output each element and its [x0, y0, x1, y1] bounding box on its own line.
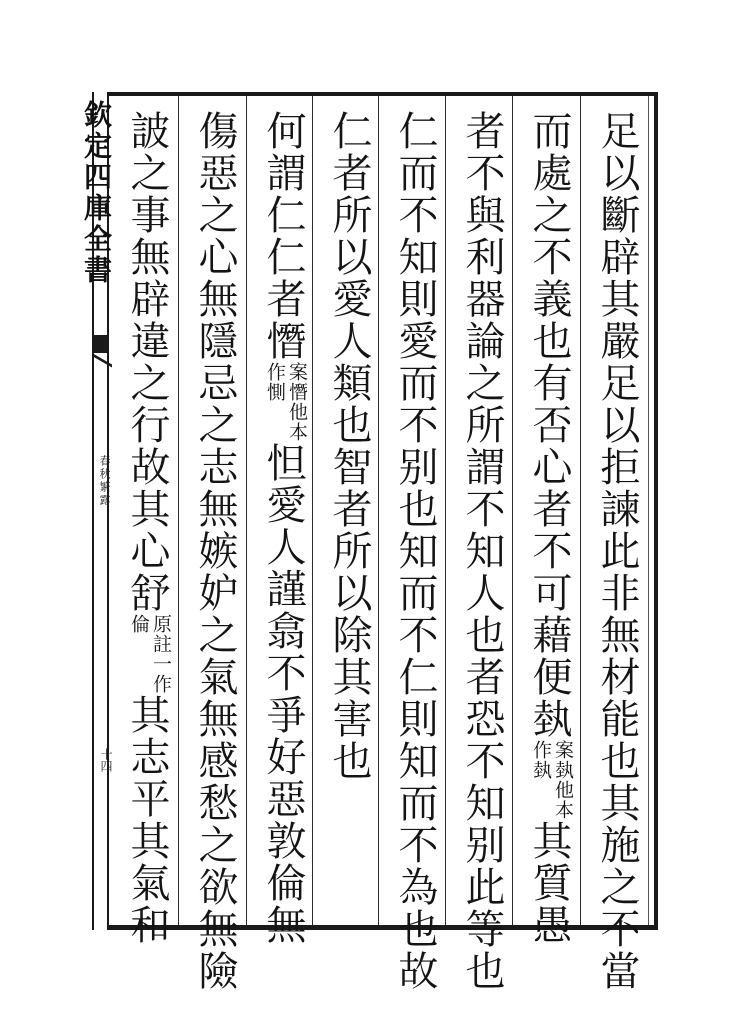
fold-title: 欽定四庫全書 [80, 100, 113, 286]
main-text: 何謂仁仁者憯 [260, 110, 306, 362]
main-text: 詖之事無辟違之行故其心舒 [124, 110, 170, 614]
column-rule [378, 96, 379, 925]
text-column-3 [455, 110, 509, 992]
text-column-6 [256, 110, 310, 946]
text-column-2 [522, 110, 576, 946]
frame-right-border [654, 92, 658, 930]
frame-inner-rule [648, 96, 649, 925]
main-text: 其志平其氣和 [124, 694, 170, 946]
main-text: 其質愚 [526, 820, 572, 946]
column-rule [178, 96, 179, 925]
main-text: 足以斷辟其嚴足以拒諫此非無材能也其施之不當 [594, 110, 640, 992]
main-text: 傷惡之心無隱忌之志無嫉妒之氣無感愁之欲無險 [192, 110, 238, 992]
main-text: 仁而不知則愛而不别也知而不仁則知而不為也故 [392, 110, 438, 992]
fold-subtitle: 春秋繁露 [98, 455, 111, 507]
main-text: 怛愛人謹翕不爭好惡敦倫無 [260, 442, 306, 946]
interlinear-note: 原註一作倫 [128, 614, 172, 694]
text-column-8 [120, 110, 174, 946]
text-column-4 [388, 110, 442, 992]
column-rule [445, 96, 446, 925]
interlinear-note: 案憯他本作惻 [264, 362, 308, 442]
interlinear-note: 案埶他本作埶 [530, 740, 574, 820]
text-column-5 [322, 110, 376, 920]
text-column-1 [590, 110, 644, 992]
column-rule [312, 96, 313, 925]
frame-top-border [92, 92, 658, 96]
main-text: 仁者所以愛人類也智者所以除其害也 [326, 110, 372, 782]
column-rule [512, 96, 513, 925]
column-rule [246, 96, 247, 925]
frame-bottom-border [92, 925, 658, 930]
column-rule [580, 96, 581, 925]
text-column-7 [188, 110, 242, 992]
page-number: 十四 [99, 748, 113, 772]
main-text: 者不與利器論之所謂不知人也者恐不知别此等也 [459, 110, 505, 992]
fishtail-mark [92, 335, 109, 353]
main-text: 而處之不義也有否心者不可藉便埶 [526, 110, 572, 740]
